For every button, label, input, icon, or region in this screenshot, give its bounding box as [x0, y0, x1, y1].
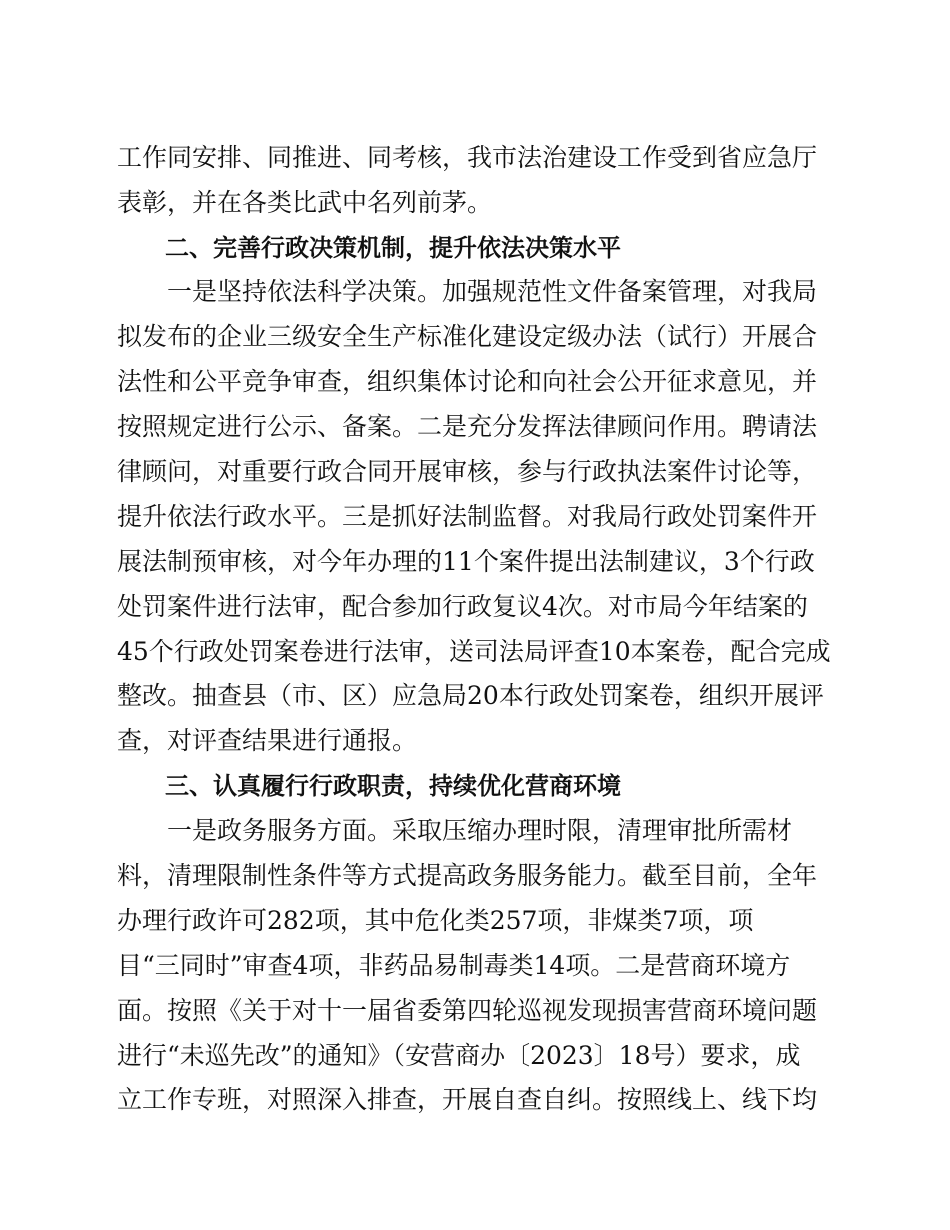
paragraph-line: 整改。抽查县（市、区）应急局20本行政处罚案卷，组织开展评 — [117, 681, 824, 710]
section-heading-2: 二、完善行政决策机制，提升依法决策水平 — [165, 234, 621, 262]
paragraph-line: 料，清理限制性条件等方式提高政务服务能力。截至目前，全年 — [117, 861, 818, 890]
paragraph-line: 进行“未巡先改”的通知》（安营商办〔2023〕18号）要求，成 — [117, 1041, 801, 1070]
paragraph-line: 一是政务服务方面。采取压缩办理时限，清理审批所需材 — [167, 816, 793, 845]
paragraph-line: 提升依法行政水平。三是抓好法制监督。对我局行政处罚案件开 — [117, 502, 818, 531]
paragraph-line: 按照规定进行公示、备案。二是充分发挥法律顾问作用。聘请法 — [117, 412, 818, 441]
paragraph-line: 办理行政许可282项，其中危化类257项，非煤类7项，项 — [117, 906, 754, 935]
section-heading-3: 三、认真履行行政职责，持续优化营商环境 — [165, 772, 621, 800]
paragraph-line: 45个行政处罚案卷进行法审，送司法局评查10本案卷，配合完成 — [117, 637, 831, 666]
paragraph-line: 法性和公平竞争审查，组织集体讨论和向社会公开征求意见，并 — [117, 367, 818, 396]
paragraph-line: 面。按照《关于对十一届省委第四轮巡视发现损害营商环境问题 — [117, 996, 818, 1025]
paragraph-line: 处罚案件进行法审，配合参加行政复议4次。对市局今年结案的 — [117, 592, 808, 621]
paragraph-line: 查，对评查结果进行通报。 — [117, 726, 418, 755]
paragraph-line: 一是坚持依法科学决策。加强规范性文件备案管理，对我局 — [167, 277, 818, 306]
paragraph-line: 立工作专班，对照深入排查，开展自查自纠。按照线上、线下均 — [117, 1085, 818, 1114]
paragraph-line: 工作同安排、同推进、同考核，我市法治建设工作受到省应急厅 — [117, 143, 818, 172]
paragraph-line: 拟发布的企业三级安全生产标准化建设定级办法（试行）开展合 — [117, 322, 818, 351]
paragraph-line: 目“三同时”审查4项，非药品易制毒类14项。二是营商环境方 — [117, 951, 791, 980]
paragraph-line: 律顾问，对重要行政合同开展审核，参与行政执法案件讨论等， — [117, 457, 818, 486]
paragraph-line: 展法制预审核，对今年办理的11个案件提出法制建议，3个行政 — [117, 547, 815, 576]
paragraph-line: 表彰，并在各类比武中名列前茅。 — [117, 188, 493, 217]
